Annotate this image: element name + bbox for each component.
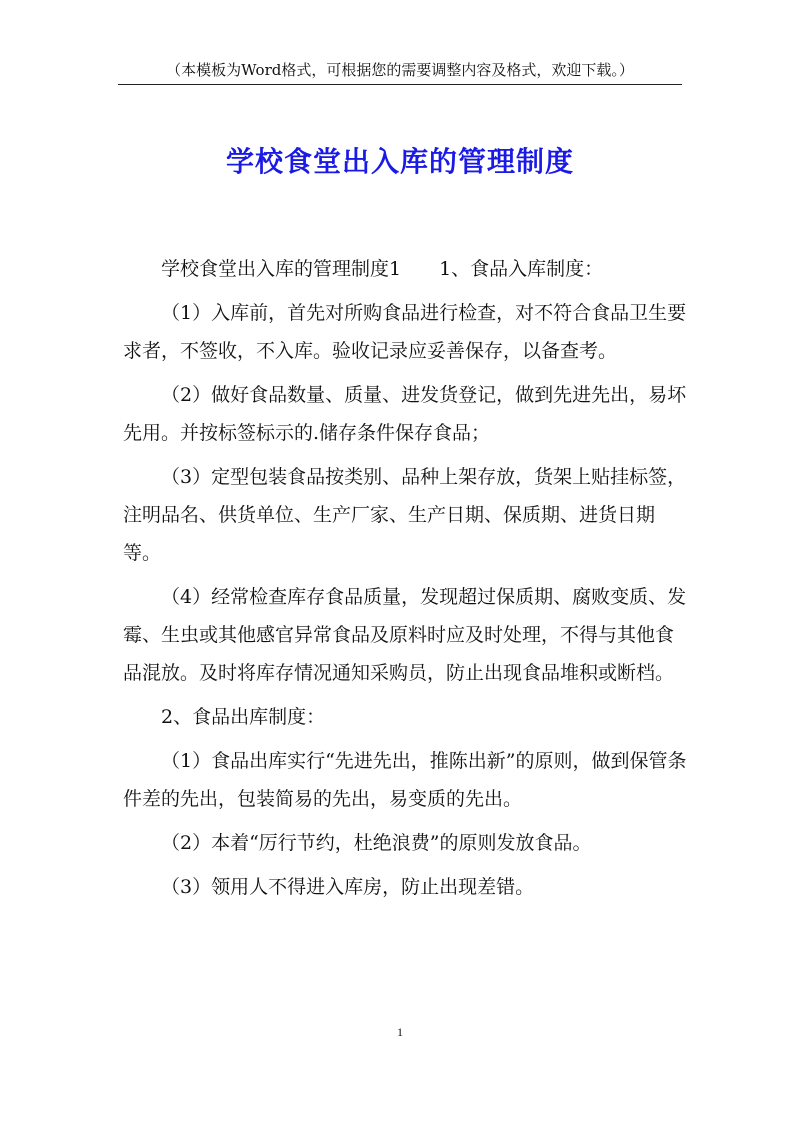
document-title: 学校食堂出入库的管理制度 — [225, 145, 574, 178]
paragraph-outbound-heading: 2、食品出库制度： — [161, 706, 326, 728]
page-number: 1 — [397, 1025, 403, 1039]
page-header — [118, 58, 682, 85]
paragraph-outbound-3: （3）领用人不得进入库房，防止出现差错。 — [161, 876, 535, 898]
paragraph-inbound-2: （2）做好食品数量、质量、进发货登记，做到先进先出，易坏先用。并按标签标示的.储存条件保存食品； — [123, 384, 687, 444]
template-note: （本模板为Word格式，可根据您的需要调整内容及格式，欢迎下载。） — [166, 61, 634, 79]
paragraph-inbound-4: （4）经常检查库存食品质量，发现超过保质期、腐败变质、发霉、生虫或其他感官异常食品及原料时应及时处理，不得与其他食品混放。及时将库存情况通知采购员，防止出现食品堆积或断档。 — [123, 586, 687, 684]
paragraph-outbound-1: （1）食品出库实行“先进先出，推陈出新”的原则，做到保管条件差的先出，包装简易的先出，易变质的先出。 — [123, 750, 687, 810]
paragraph-outbound-2: （2）本着“厉行节约，杜绝浪费”的原则发放食品。 — [161, 832, 592, 854]
paragraph-inbound-1: （1）入库前，首先对所购食品进行检查，对不符合食品卫生要求者，不签收，不入库。验收记录应妥善保存，以备查考。 — [123, 302, 687, 362]
paragraph-inbound-3: （3）定型包装食品按类别、品种上架存放，货架上贴挂标签，注明品名、供货单位、生产厂家、生产日期、保质期、进货日期等。 — [123, 466, 687, 564]
document-body — [123, 250, 690, 912]
paragraph-intro: 学校食堂出入库的管理制度1 1、食品入库制度： — [161, 258, 604, 280]
